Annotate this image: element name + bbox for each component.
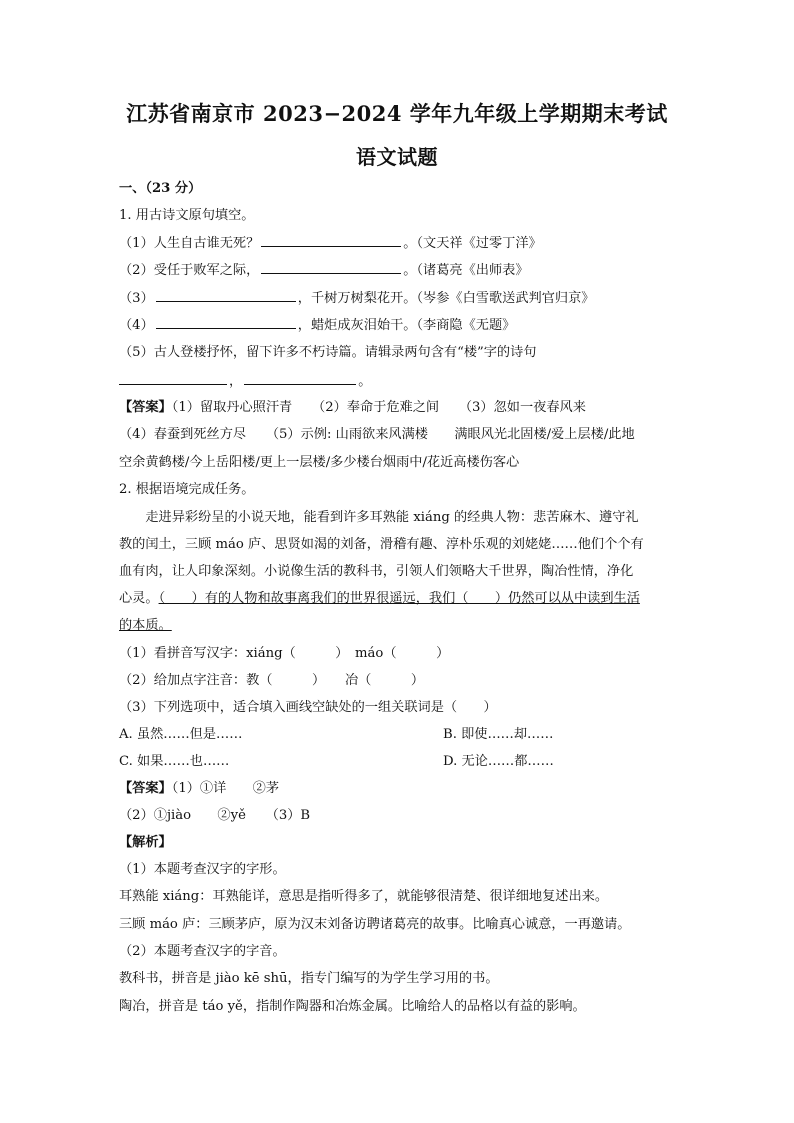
passage-line-1: 走进异彩纷呈的小说天地，能看到许多耳熟能 xiáng 的经典人物：悲苦麻木、遵守礼 — [119, 510, 639, 525]
fill-blank[interactable] — [156, 316, 296, 329]
item-prefix: （4） — [119, 318, 154, 333]
fill-blank[interactable] — [261, 234, 401, 247]
analysis-line-6: 陶冶，拼音是 táo yě，指制作陶器和冶炼金属。比喻给人的品格以有益的影响。 — [119, 999, 586, 1014]
item-prefix: （2）受任于败军之际， — [119, 263, 260, 278]
underlined-sentence: （ ）有的人物和故事离我们的世界很遥远，我们（ ）仍然可以从中读到生活 — [158, 591, 640, 606]
answer-2-line-2: （2）①jiào ②yě （3）B — [119, 808, 311, 823]
fill-blank[interactable] — [261, 261, 401, 274]
question-1-item-4 — [119, 316, 515, 335]
option-d[interactable]: D. 无论……都…… — [443, 754, 554, 769]
passage-line-4 — [119, 590, 640, 608]
option-c[interactable]: C. 如果……也…… — [119, 754, 230, 769]
answer-text: （1）留取丹心照汗青 （2）奉命于危难之间 （3）忽如一夜春风来 — [171, 400, 586, 415]
passage-line-2: 教的闰土，三顾 máo 庐、思贤如渴的刘备，滑稽有趣、淳朴乐观的刘姥姥……他们个个有 — [119, 537, 644, 552]
analysis-line-2: 耳熟能 xiáng：耳熟能详，意思是指听得多了，就能够很清楚、很详细地复述出来。 — [119, 889, 609, 904]
passage-line-5 — [119, 617, 172, 635]
question-1-item-2 — [119, 261, 529, 280]
item-suffix: 。（文天祥《过零丁洋》 — [403, 236, 542, 251]
answer-label: 【答案】 — [119, 781, 172, 796]
answer-text: （1）①详 ②茅 — [171, 781, 280, 796]
item-prefix: （3） — [119, 291, 154, 306]
item-suffix: ，千树万树梨花开。（岑参《白雪歌送武判官归京》 — [297, 291, 595, 306]
fill-blank[interactable] — [119, 372, 227, 385]
blank-end: 。 — [358, 374, 372, 389]
answer-1-line-2: （4）春蚕到死丝方尽 （5）示例: 山雨欲来风满楼 满眼风光北固楼/爱上层楼/此地 — [119, 427, 635, 442]
question-1-item-5-blanks — [119, 372, 371, 391]
page-title: 江苏省南京市 2023−2024 学年九年级上学期期末考试 — [126, 101, 668, 126]
passage-line-3: 血有肉，让人印象深刻。小说像生活的教科书，引领人们领略大千世界，陶冶性情，净化 — [119, 564, 634, 579]
answer-1-line-1 — [119, 399, 586, 417]
analysis-label: 【解析】 — [119, 835, 172, 850]
answer-label: 【答案】 — [119, 400, 172, 415]
question-2-sub-3: （3）下列选项中，适合填入画线空缺处的一组关联词是（ ） — [119, 700, 497, 715]
options-row-2 — [119, 753, 679, 771]
question-1-stem: 1. 用古诗文原句填空。 — [119, 208, 255, 223]
item-suffix: ，蜡炬成灰泪始干。（李商隐《无题》 — [297, 318, 516, 333]
section-heading: 一、（23 分） — [119, 181, 202, 196]
question-1-item-3 — [119, 289, 594, 308]
item-suffix: 。（诸葛亮《出师表》 — [403, 263, 529, 278]
option-b[interactable]: B. 即使……却…… — [443, 727, 554, 742]
blank-separator: ， — [229, 374, 243, 389]
option-a[interactable]: A. 虽然……但是…… — [119, 727, 243, 742]
item-prefix: （1）人生自古谁无死？ — [119, 236, 260, 251]
passage-text: 心灵。 — [119, 591, 159, 606]
analysis-line-1: （1）本题考查汉字的字形。 — [119, 862, 286, 877]
question-2-sub-2: （2）给加点字注音：教（ ） 冶（ ） — [119, 673, 425, 688]
answer-1-line-3: 空余黄鹤楼/今上岳阳楼/更上一层楼/多少楼台烟雨中/花近高楼伤客心 — [119, 455, 520, 470]
question-2-sub-1: （1）看拼音写汉字：xiáng（ ） máo（ ） — [119, 646, 450, 661]
answer-2-line-1 — [119, 780, 279, 798]
question-2-stem: 2. 根据语境完成任务。 — [119, 482, 255, 497]
options-row-1 — [119, 726, 679, 744]
analysis-line-3: 三顾 máo 庐：三顾茅庐，原为汉末刘备访聘诸葛亮的故事。比喻真心诚意，一再邀请。 — [119, 917, 631, 932]
question-1-item-1 — [119, 234, 542, 253]
fill-blank[interactable] — [244, 372, 356, 385]
analysis-line-5: 教科书，拼音是 jiào kē shū，指专门编写的为学生学习用的书。 — [119, 971, 499, 986]
fill-blank[interactable] — [156, 289, 296, 302]
analysis-line-4: （2）本题考查汉字的字音。 — [119, 944, 286, 959]
question-1-item-5: （5）古人登楼抒怀，留下许多不朽诗篇。请辑录两句含有“楼”字的诗句 — [119, 345, 537, 360]
underlined-sentence-end: 的本质。 — [119, 618, 172, 633]
page-subtitle: 语文试题 — [356, 145, 438, 169]
